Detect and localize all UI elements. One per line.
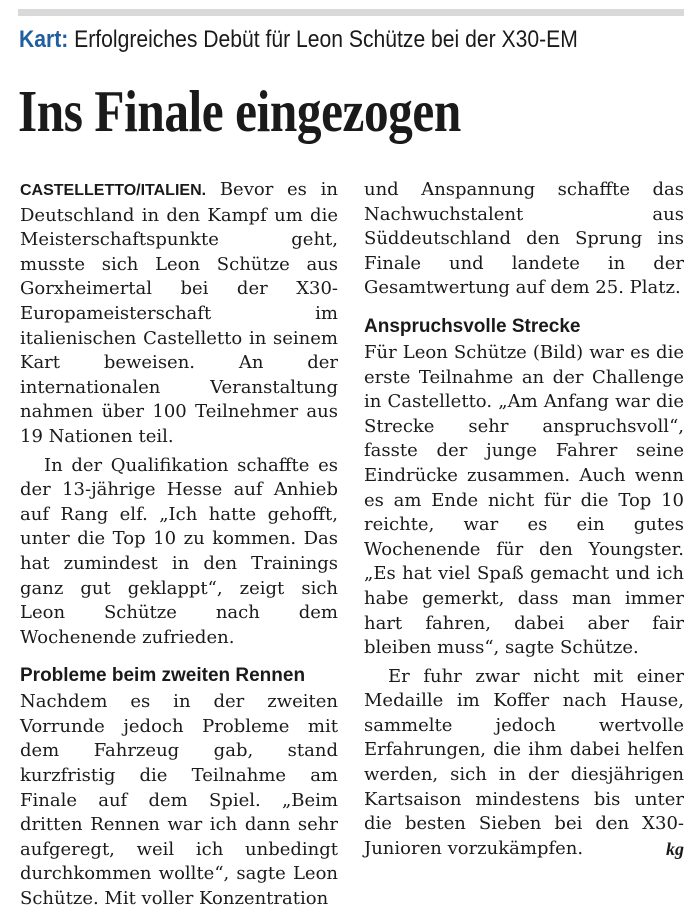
paragraph-5	[364, 665, 684, 862]
dateline: CASTELLETTO/ITALIEN.	[20, 182, 207, 199]
column-left	[20, 178, 338, 912]
kicker-label: Kart:	[19, 26, 69, 53]
kicker-line	[19, 24, 578, 56]
author-initials: kg	[666, 838, 684, 859]
paragraph-1-text: Bevor es in Deutschland in den Kampf um die Meisterschaftspunkte geht, musste sich Leon Schütze aus Gorxheimertal bei der X30-Europameisterschaft im italienischen Castelletto in seinem Kart beweisen. An der internationalen Veranstaltung nahmen über 100 Teilnehmer aus 19 Nationen teil.	[20, 179, 338, 447]
headline: Ins Finale eingezogen	[18, 78, 461, 144]
paragraph-5-text: Er fuhr zwar nicht mit einer Medaille im Koffer nach Hause, sammelte jedoch wertvolle Erfahrungen, die ihm dabei helfen werden, sich in der diesjährigen Kartsaison mindestens bis unter die besten Sieben bei den X30-Junioren vorzukämpfen.	[364, 665, 684, 859]
paragraph-4: Für Leon Schütze (Bild) war es die erste Teilnahme an der Challenge in Castelletto. „Am Anfang war die Strecke sehr anspruchsvoll“, fasste der junge Fahrer seine Eindrücke zusammen. Auch wenn es am Ende nicht für die Top 10 reichte, war es ein gutes Wochenende für den Youngster. „Es hat viel Spaß gemacht und ich habe gemerkt, dass man immer hart fahren, dabei aber fair bleiben muss“, sagte Schütze.	[364, 341, 684, 659]
top-rule	[18, 9, 684, 16]
subheading-problems: Probleme beim zweiten Rennen	[20, 665, 306, 687]
paragraph-2: In der Qualifikation schaffte es der 13-jährige Hesse auf Anhieb auf Rang elf. „Ich hatte gehofft, unter die Top 10 zu kommen. Das hat zumindest in den Trainings ganz gut geklappt“, zeigt sich Leon Schütze nach dem Wochenende zufrieden.	[20, 454, 338, 648]
paragraph-3-part-1: Nachdem es in der zweiten Vorrunde jedoch Probleme mit dem Fahrzeug gab, stand kurzfristig die Teilnahme am Finale auf dem Spiel. „Beim dritten Rennen war ich dann sehr aufgeregt, weil ich unbedingt durchkommen wollte“, sagte Leon Schütze. Mit voller Konzentration	[20, 691, 338, 910]
kicker-text: Erfolgreiches Debüt für Leon Schütze bei der X30-EM	[74, 26, 578, 53]
paragraph-1	[20, 178, 338, 450]
subheading-track: Anspruchsvolle Strecke	[364, 315, 581, 337]
paragraph-3-part-2: und Anspannung schaffte das Nachwuchstalent aus Süddeutschland den Sprung ins Finale und landete in der Gesamtwertung auf dem 25. Platz.	[364, 179, 684, 299]
column-right	[364, 178, 684, 861]
